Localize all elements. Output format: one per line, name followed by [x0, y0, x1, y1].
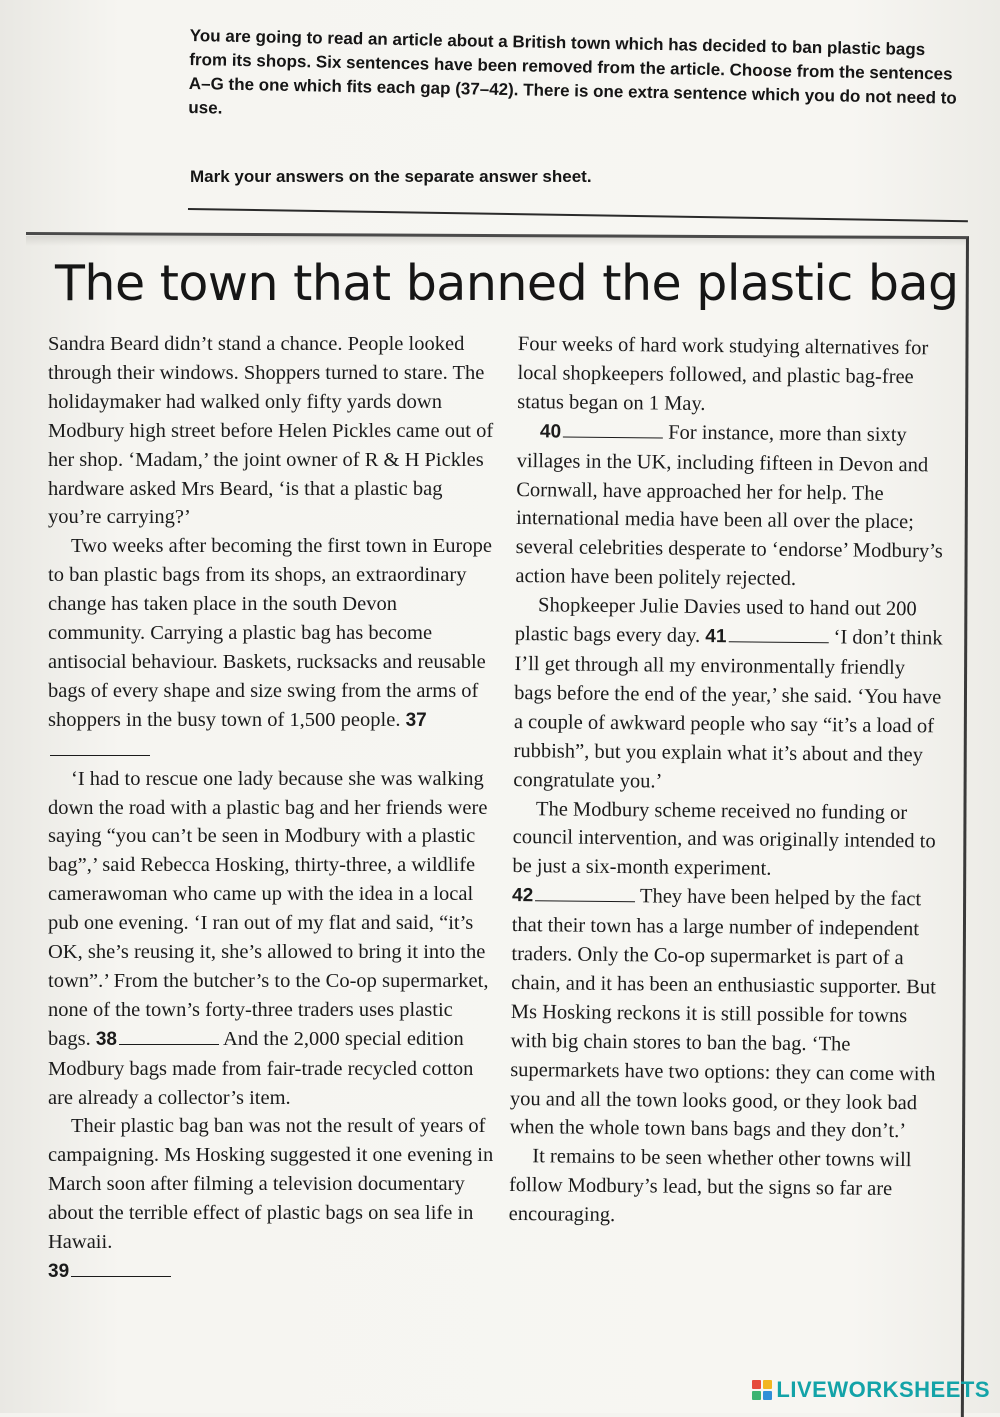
logo-square-yellow — [763, 1380, 772, 1389]
paragraph-4-continued: Four weeks of hard work studying alternatives for local shopkeepers followed, and plastic bag-free status began on 1 May. — [517, 332, 929, 415]
gap-number-41: 41 — [705, 626, 727, 648]
paragraph-8: It remains to be seen whether other towns will follow Modbury’s lead, but the signs so far are encouraging. — [508, 1145, 912, 1227]
paragraph-1: Sandra Beard didn’t stand a chance. People looked through their windows. Shoppers turned to stare. The holidaymaker had walked only fifty yards down Modbury high street before Helen Pickles came out of her shop. ‘Madam,’ the joint owner of R & H Pickles hardware asked Mrs Beard, ‘is that a plastic bag you’re carrying?’ — [48, 333, 494, 529]
gap-number-37: 37 — [405, 709, 427, 731]
paragraph-5-text: For instance, more than sixty villages in the UK, including fifteen in Devon and Cornwall, have approached her for help. The international media have been all over the place; several celebrities desperate to ‘endorse’ Modbury’s action have been politely rejected. — [515, 421, 943, 591]
gap-39-blank[interactable] — [71, 1276, 171, 1277]
paragraph-2 — [48, 532, 496, 764]
paragraph-7-continued: They have been helped by the fact that their town has a large number of independent traders. Only the Co-op supermarket is part of a chain, and it has been an enthusiastic supporter. But Ms Hosking reckons it is still possible for towns with big chain stores to ban the bag. ‘The supermarkets have two options: they can come with you and all the town looks good, or they look bad when the whole town bans bags and they don’t.’ — [509, 885, 936, 1143]
gap-40-blank[interactable] — [563, 436, 663, 438]
paragraph-4-text: Their plastic bag ban was not the result of years of campaigning. Ms Hosking suggested it one evening in March soon after filming a television documentary about the terrible effect of plastic bags on sea life in Hawaii. — [48, 1115, 494, 1254]
gap-38-blank[interactable] — [119, 1044, 219, 1045]
gap-number-42: 42 — [511, 885, 534, 907]
gap-37-blank[interactable] — [50, 755, 150, 756]
watermark-text: LIVEWORKSHEETS — [776, 1377, 990, 1402]
article-title: The town that banned the plastic bag — [55, 255, 959, 312]
mark-answers-note: Mark your answers on the separate answer sheet. — [190, 167, 592, 186]
task-instructions — [188, 24, 960, 135]
paragraph-5 — [515, 417, 945, 596]
gap-42-blank[interactable] — [535, 900, 635, 902]
paragraph-6 — [513, 591, 943, 799]
paragraph-4 — [48, 1112, 496, 1286]
paragraph-2-text: Two weeks after becoming the first town in Europe to ban plastic bags from its shops, an extraordinary change has taken place in the south Devon community. Carrying a plastic bag has become antisocial behaviour. Baskets, rucksacks and reusable bags of every shape and size swing from the arms of shoppers in the busy town of 1,500 people. — [48, 535, 492, 731]
article-column-right — [509, 330, 946, 1234]
instructions-text: You are going to read an article about a British town which has decided to ban plastic bags from its shops. Six sentences have been removed from the article. Choose from the sentences A–G the one which fits each gap (37–42). There is one extra sentence which you do not need to use. — [188, 25, 957, 118]
paragraph-3 — [48, 765, 496, 1113]
paragraph-3-text: ‘I had to rescue one lady because she was walking down the road with a plastic bag and her friends were saying “you can’t be seen in Modbury with a plastic bag”,’ said Rebecca Hosking, thirty-three, a wildlife camerawoman who came up with the idea in a local pub one evening. ‘I ran out of my flat and said, “it’s OK, she’s reusing it, she’s allowed to bring it into the town”.’ From the butcher’s to the Co-op supermarket, none of the town’s forty-three traders uses plastic bags. — [48, 767, 489, 1050]
paragraph-6-text: Shopkeeper Julie Davies used to hand out 200 plastic bags every day. — [514, 594, 917, 647]
article-column-left — [48, 330, 496, 1287]
logo-square-blue — [763, 1391, 772, 1400]
paragraph-3-continued: And the 2,000 special edition Modbury bags made from fair-trade recycled cotton are already a collector’s item. — [48, 1027, 474, 1109]
logo-square-red — [752, 1380, 761, 1389]
logo-square-green — [752, 1391, 761, 1400]
liveworksheets-logo-icon — [752, 1380, 772, 1400]
paragraph-7 — [509, 794, 941, 1146]
gap-number-38: 38 — [95, 1028, 117, 1050]
gap-number-40: 40 — [539, 420, 562, 443]
paragraph-7-text: The Modbury scheme received no funding or council intervention, and was originally intended to be just a six-month experiment. — [512, 797, 936, 880]
gap-number-39: 39 — [48, 1261, 70, 1282]
liveworksheets-watermark — [752, 1377, 990, 1403]
gap-41-blank[interactable] — [728, 641, 828, 643]
paragraph-6-continued: ‘I don’t think I’ll get through all my environmentally friendly bags before the end of the year,’ she said. ‘You have a couple of awkward people who say “it’s a load of rubbish”, but you explain what it’s about and they congratulate you.’ — [513, 626, 943, 793]
